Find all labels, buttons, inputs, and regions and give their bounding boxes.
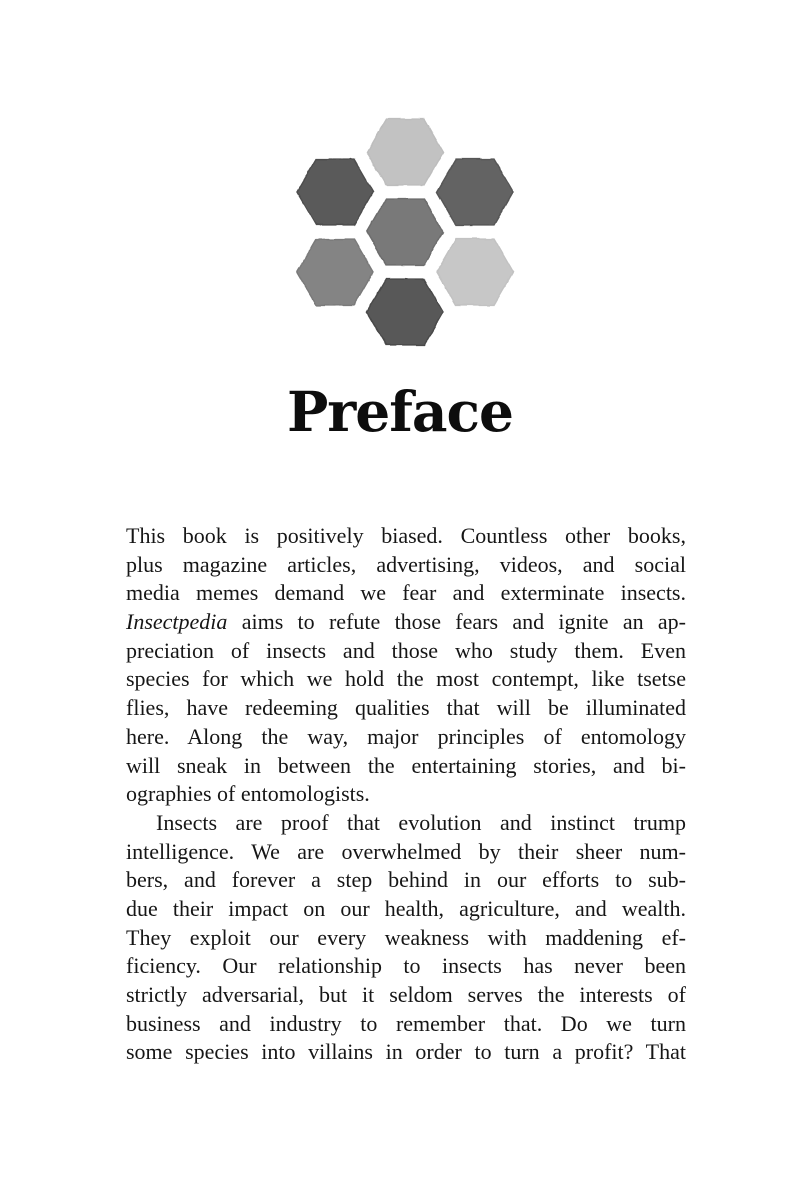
text-line: ographies of entomologists. [126, 781, 370, 807]
hex-bottom [367, 279, 443, 345]
text-line: flies, have redeeming qualities that will be illuminated [126, 695, 686, 721]
text-line: intelligence. We are overwhelmed by their sheer num- [126, 838, 686, 864]
text-line: some species into villains in order to turn a profit? That [126, 1039, 686, 1065]
paragraph-1 [126, 522, 686, 809]
text-line: plus magazine articles, advertising, videos, and social [126, 551, 686, 577]
hex-top [367, 119, 443, 185]
text-line: preciation of insects and those who study them. Even [126, 637, 686, 663]
hex-upper-right [437, 159, 513, 225]
text-line [126, 608, 686, 637]
hexagon-cluster-icon [295, 112, 515, 352]
text-line: business and industry to remember that. Do we turn [126, 1010, 686, 1036]
text-line: bers, and forever a step behind in our efforts to sub- [126, 867, 686, 893]
text-line: ficiency. Our relationship to insects has never been [126, 953, 686, 979]
text-line: due their impact on our health, agriculture, and wealth. [126, 895, 686, 921]
hex-lower-right [437, 239, 513, 305]
text-line: here. Along the way, major principles of entomology [126, 723, 686, 749]
book-title-italic: Insectpedia [126, 609, 228, 635]
paragraph-2 [126, 809, 686, 1067]
preface-body [126, 522, 686, 1067]
text-line: will sneak in between the entertaining stories, and bi- [126, 752, 686, 778]
text-line: media memes demand we fear and exterminate insects. [126, 580, 686, 606]
text-line: strictly adversarial, but it seldom serves the interests of [126, 982, 686, 1007]
hex-lower-left [297, 239, 373, 305]
text-line: Insects are proof that evolution and instinct trump [156, 809, 686, 835]
page-title: Preface [286, 379, 514, 444]
hex-upper-left [297, 159, 373, 225]
text-line: This book is positively biased. Countless other books, [126, 523, 686, 548]
text-line: They exploit our every weakness with maddening ef- [126, 924, 686, 950]
text-line: species for which we hold the most contempt, like tsetse [126, 666, 686, 692]
text-line-rest: aims to refute those fears and ignite an ap- [227, 609, 686, 635]
hex-center [367, 199, 443, 265]
